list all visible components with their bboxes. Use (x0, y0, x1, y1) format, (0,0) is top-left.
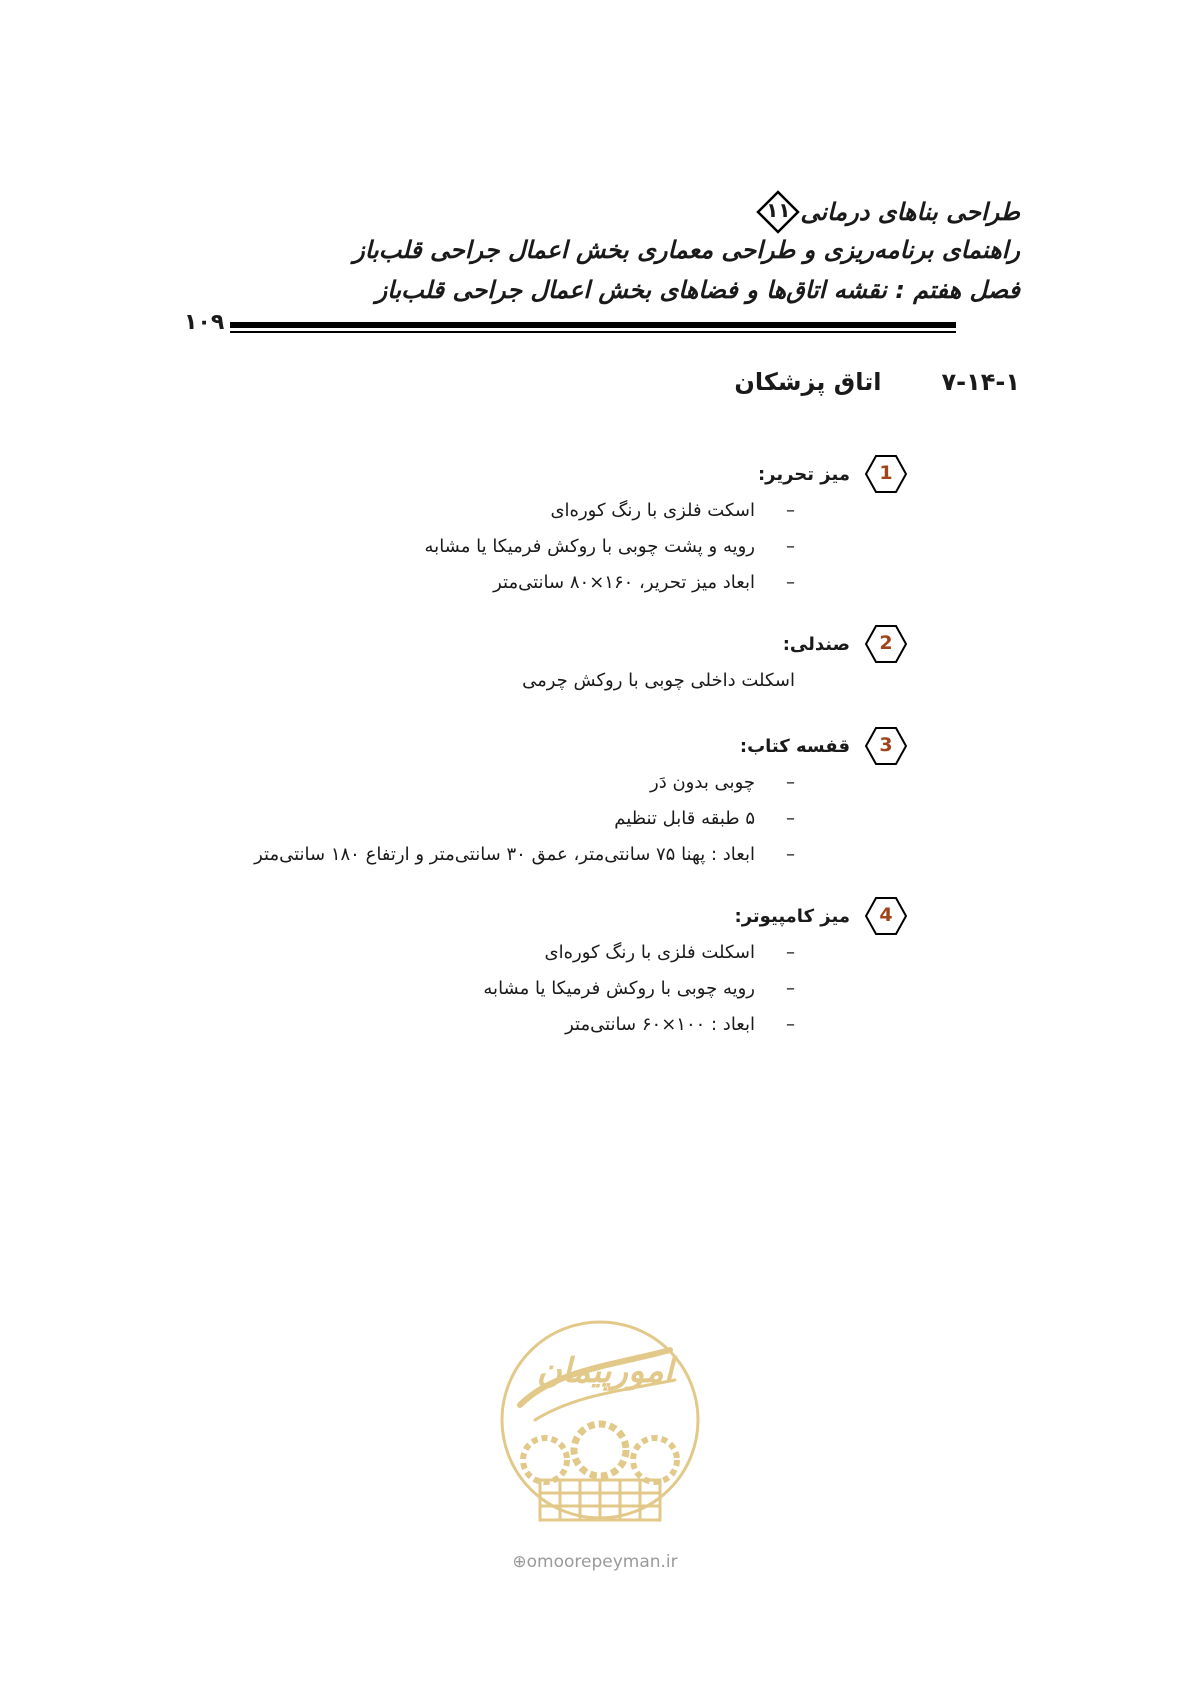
list-item: –ابعاد : پهنا ۷۵ سانتی‌متر، عمق ۳۰ سانتی‌متر و ارتفاع ۱۸۰ سانتی‌متر (254, 844, 795, 865)
chapter-title: فصل هفتم : نقشه اتاق‌ها و فضاهای بخش اعمال جراحی قلب‌باز (375, 276, 1020, 304)
item-badge-3 (864, 726, 908, 766)
book-number: ۱۱ (766, 198, 791, 222)
item-title-2: صندلی: (782, 634, 850, 655)
dash: – (786, 808, 795, 829)
book-number-diamond (756, 190, 800, 234)
series-title: طراحی بناهای درمانی (800, 198, 1020, 226)
list-item: –اسکلت فلزی با رنگ کوره‌ای (544, 942, 795, 963)
item-title-4: میز کامپیوتر: (734, 906, 850, 927)
dash: – (786, 942, 795, 963)
dash: – (786, 536, 795, 557)
list-item: –رویه و پشت چوبی با روکش فرمیکا یا مشابه (424, 536, 795, 557)
list-item: –۵ طبقه قابل تنظیم (614, 808, 795, 829)
dash: – (786, 772, 795, 793)
item-title-3: قفسه کتاب: (739, 736, 850, 757)
dash: – (786, 1014, 795, 1035)
list-item: –اسکت فلزی با رنگ کوره‌ای (550, 500, 795, 521)
watermark-site: ⊕omoorepeyman.ir (512, 1552, 678, 1572)
list-item: –چوبی بدون دَر (650, 772, 795, 793)
section-heading (734, 368, 1020, 396)
section-title: اتاق پزشکان (734, 368, 882, 396)
list-item: –ابعاد میز تحریر، ۱۶۰×۸۰ سانتی‌متر (493, 572, 795, 593)
dash: – (786, 572, 795, 593)
page-number: ۱۰۹ (184, 310, 225, 335)
header-rule (230, 322, 956, 333)
svg-text:امورپیمان: امورپیمان (536, 1351, 674, 1391)
item-badge-number: 4 (879, 904, 893, 926)
dash: – (786, 978, 795, 999)
item-badge-4 (864, 896, 908, 936)
item-badge-1 (864, 454, 908, 494)
dash: – (786, 844, 795, 865)
list-item: –ابعاد : ۱۰۰×۶۰ سانتی‌متر (565, 1014, 795, 1035)
series-title-line (752, 190, 1020, 234)
item-text-2: اسکلت داخلی چوبی با روکش چرمی (522, 670, 795, 691)
item-badge-number: 1 (879, 462, 893, 484)
list-item: –رویه چوبی با روکش فرمیکا یا مشابه (483, 978, 795, 999)
item-badge-2 (864, 624, 908, 664)
globe-icon: ⊕ (512, 1552, 527, 1572)
item-title-1: میز تحریر: (757, 464, 850, 485)
book-title: راهنمای برنامه‌ریزی و طراحی معماری بخش اعمال جراحی قلب‌باز (353, 236, 1020, 264)
item-badge-number: 2 (879, 632, 893, 654)
dash: – (786, 500, 795, 521)
watermark-logo (495, 1310, 705, 1540)
section-number: ۷-۱۴-۱ (941, 368, 1020, 396)
item-badge-number: 3 (879, 734, 893, 756)
